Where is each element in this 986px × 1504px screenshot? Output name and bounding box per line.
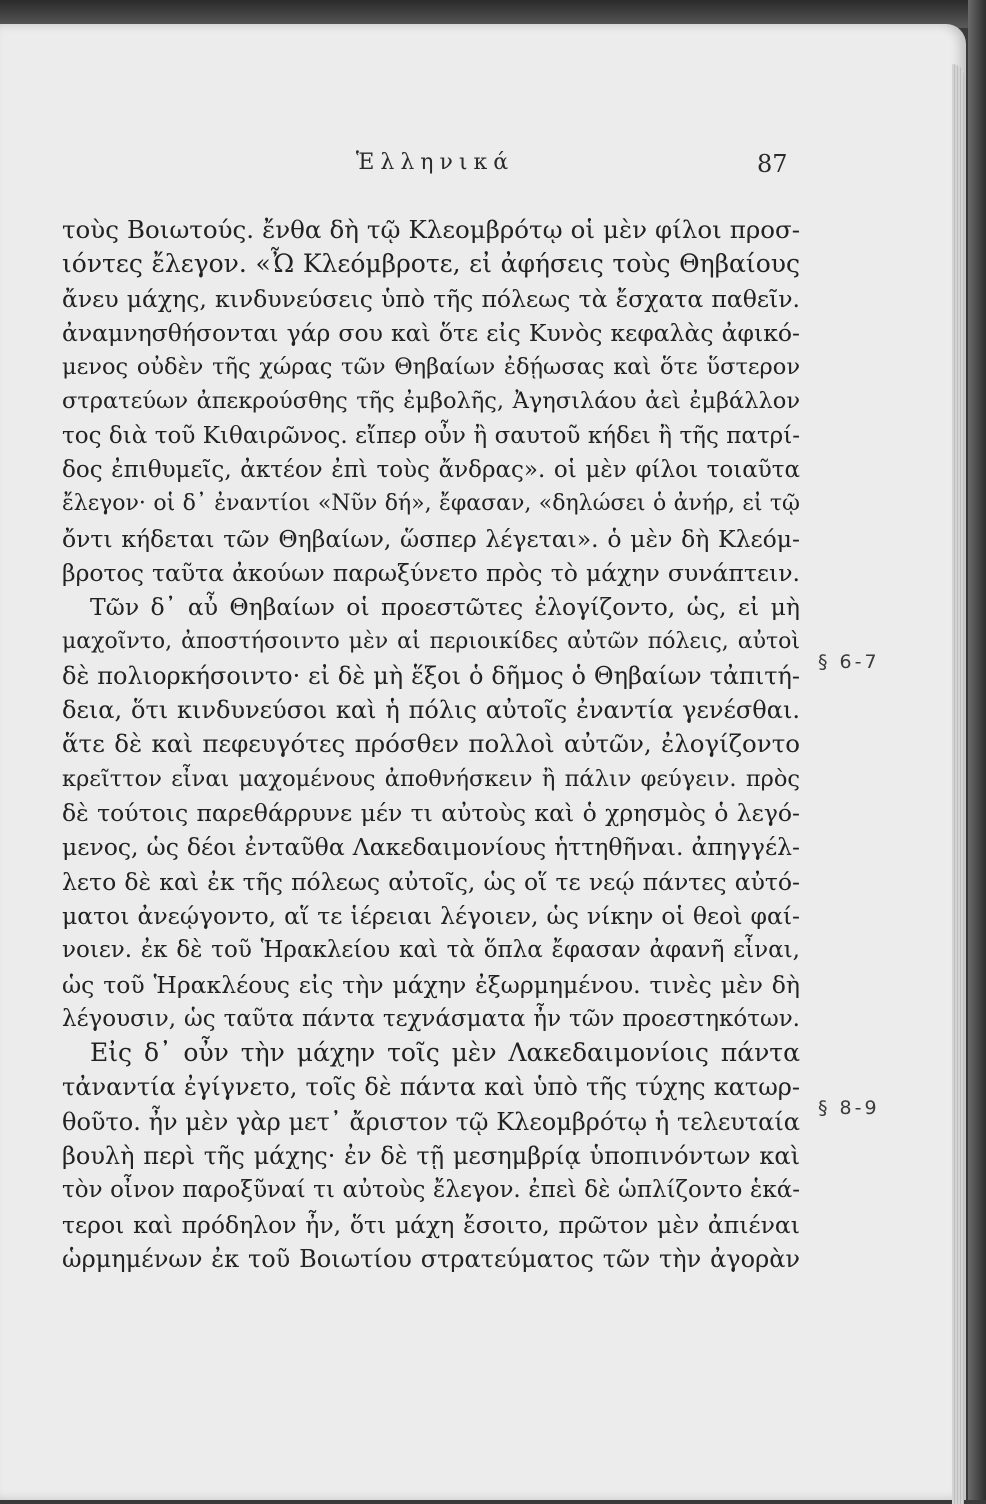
text-line: μενος οὐδὲν τῆς χώρας τῶν Θηβαίων ἐδῄωσας καὶ ὅτε ὕστερον [62, 354, 800, 381]
text-line: ιόντες ἔλεγον. «Ὦ Κλεόμβροτε, εἰ ἀφήσεις τοὺς Θηβαίους [62, 249, 800, 279]
text-line: μαχοῖντο, ἀποστήσοιντο μὲν αἱ περιοικίδες αὐτῶν πόλεις, αὐτοὶ [62, 628, 800, 654]
text-line: τὸν οἶνον παροξῦναί τι αὐτοὺς ἔλεγον. ἐπεὶ δὲ ὡπλίζοντο ἑκά- [62, 1177, 800, 1204]
margin-section-note: § 8-9 [818, 1097, 880, 1119]
running-title: Ἑλληνικά [355, 150, 515, 175]
running-head [0, 136, 966, 176]
text-line: ἀναμνησθήσονται γάρ σου καὶ ὅτε εἰς Κυνὸς κεφαλὰς ἀφικό- [62, 318, 800, 347]
paragraph-start-line: Εἰς δ᾽ οὖν τὴν μάχην τοῖς μὲν Λακεδαιμονίοις πάντα [90, 1038, 800, 1068]
page-edge [952, 64, 964, 1504]
text-line: ὡρμημένων ἐκ τοῦ Βοιωτίου στρατεύματος τῶν τὴν ἀγορὰν [62, 1244, 800, 1273]
text-line: νοιεν. ἐκ δὲ τοῦ Ἡρακλείου καὶ τὰ ὅπλα ἔφασαν ἀφανῆ εἶναι, [62, 937, 800, 964]
text-line: βουλὴ περὶ τῆς μάχης· ἐν δὲ τῇ μεσημβρίᾳ ὑποπινόντων καὶ [62, 1142, 800, 1171]
text-line: λετο δὲ καὶ ἐκ τῆς πόλεως αὐτοῖς, ὡς οἵ τε νεῴ πάντες αὐτό- [62, 867, 800, 896]
text-line: λέγουσιν, ὡς ταῦτα πάντα τεχνάσματα ἦν τῶν προεστηκότων. [62, 1005, 800, 1032]
text-line: βροτος ταῦτα ἀκούων παρωξύνετο πρὸς τὸ μάχην συνάπτειν. [62, 558, 800, 587]
text-line: ὡς τοῦ Ἡρακλέους εἰς τὴν μάχην ἐξωρμημένου. τινὲς μὲν δὴ [62, 970, 800, 999]
paragraph-start-line: Τῶν δ᾽ αὖ Θηβαίων οἱ προεστῶτες ἐλογίζοντο, ὡς, εἰ μὴ [90, 593, 800, 622]
text-line: δεια, ὅτι κινδυνεύσοι καὶ ἡ πόλις αὐτοῖς ἐναντία γενέσθαι. [62, 696, 800, 725]
body-text [62, 213, 800, 1276]
text-line: ὄντι κήδεται τῶν Θηβαίων, ὥσπερ λέγεται». ὁ μὲν δὴ Κλεόμ- [62, 524, 800, 553]
text-line: τος διὰ τοῦ Κιθαιρῶνος. εἴπερ οὖν ἢ σαυτοῦ κήδει ἢ τῆς πατρί- [62, 422, 800, 449]
margin-section-note: § 6-7 [818, 651, 880, 673]
text-line: κρεῖττον εἶναι μαχομένους ἀποθνήσκειν ἢ πάλιν φεύγειν. πρὸς [62, 765, 800, 792]
text-line: τοὺς Βοιωτούς. ἔνθα δὴ τῷ Κλεομβρότῳ οἱ μὲν φίλοι προσ- [62, 215, 800, 244]
scan-background-right [968, 0, 986, 1500]
book-page [0, 24, 966, 1500]
text-line: ἄνευ μάχης, κινδυνεύσεις ὑπὸ τῆς πόλεως τὰ ἔσχατα παθεῖν. [62, 284, 800, 313]
page-number: 87 [757, 150, 788, 178]
text-line: δὲ πολιορκήσοιντο· εἰ δὲ μὴ ἕξοι ὁ δῆμος ὁ Θηβαίων τἀπιτή- [62, 661, 800, 690]
text-line: μενος, ὡς δέοι ἐνταῦθα Λακεδαιμονίους ἡττηθῆναι. ἀπηγγέλ- [62, 833, 800, 862]
text-line: τεροι καὶ πρόδηλον ἦν, ὅτι μάχη ἔσοιτο, πρῶτον μὲν ἀπιέναι [62, 1210, 800, 1239]
text-line: ματοι ἀνεῴγοντο, αἵ τε ἱέρειαι λέγοιεν, ὡς νίκην οἱ θεοὶ φαί- [62, 901, 800, 930]
text-line: δὲ τούτοις παρεθάρρυνε μέν τι αὐτοὺς καὶ ὁ χρησμὸς ὁ λεγό- [62, 799, 800, 828]
text-line: στρατεύων ἀπεκρούσθης τῆς ἐμβολῆς, Ἀγησιλάου ἀεὶ ἐμβάλλον [62, 388, 800, 415]
text-line: τἀναντία ἐγίγνετο, τοῖς δὲ πάντα καὶ ὑπὸ τῆς τύχης κατωρ- [62, 1073, 800, 1102]
text-line: θοῦτο. ἦν μὲν γὰρ μετ᾽ ἄριστον τῷ Κλεομβρότῳ ἡ τελευταία [62, 1107, 800, 1136]
text-line: ἔλεγον· οἱ δ᾽ ἐναντίοι «Νῦν δή», ἔφασαν, «δηλώσει ὁ ἀνήρ, εἰ τῷ [62, 491, 800, 517]
text-line: ἅτε δὲ καὶ πεφευγότες πρόσθεν πολλοὶ αὐτῶν, ἐλογίζοντο [62, 729, 800, 759]
text-line: δος ἐπιθυμεῖς, ἀκτέον ἐπὶ τοὺς ἄνδρας». οἱ μὲν φίλοι τοιαῦτα [62, 457, 800, 484]
